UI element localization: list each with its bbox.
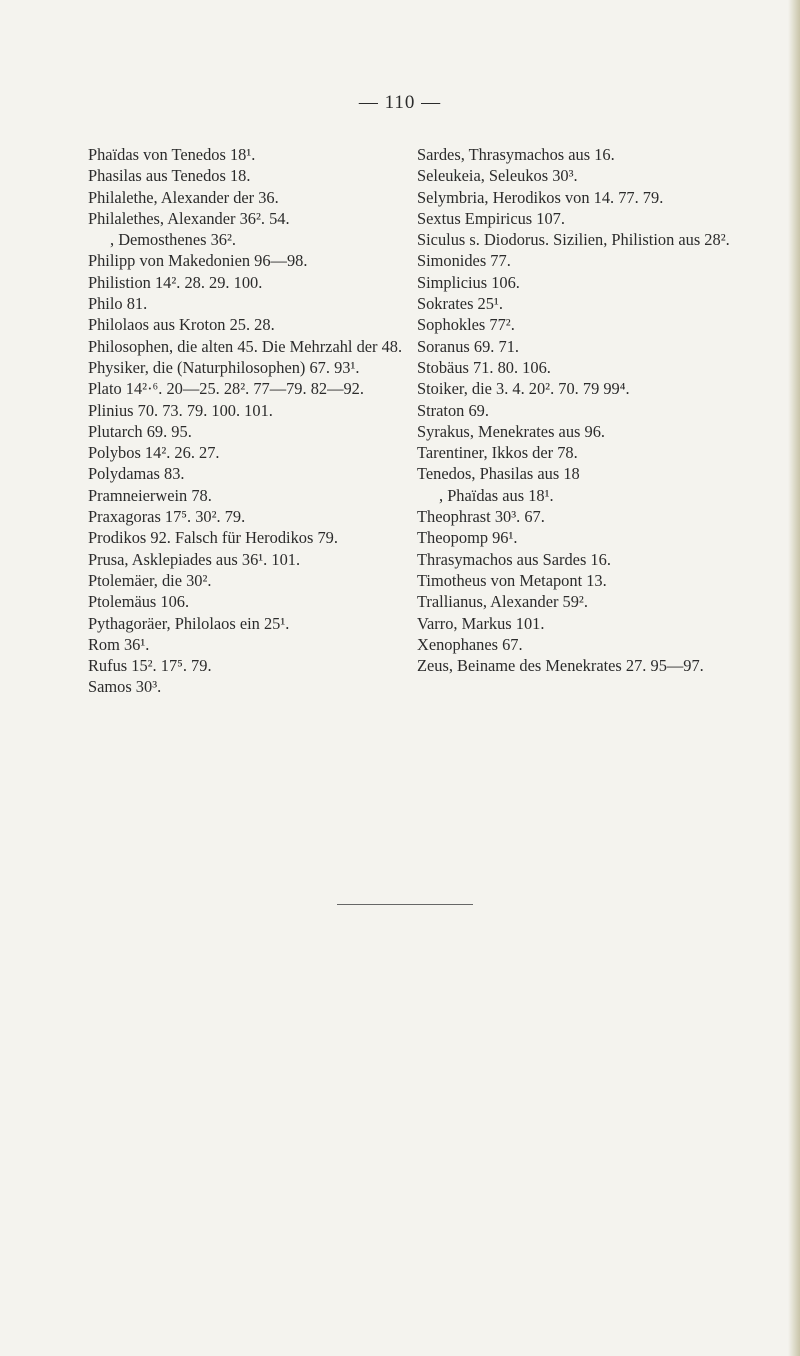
- index-entry: Simonides 77.: [417, 251, 511, 271]
- index-subentry: , Demosthenes 36².: [110, 230, 237, 250]
- index-entry: Ptolemäer, die 30².: [88, 570, 212, 590]
- index-entry: Sokrates 25¹.: [417, 294, 503, 314]
- index-entry: Stoiker, die 3. 4. 20². 70. 79 99⁴.: [417, 379, 630, 399]
- index-entry: Plinius 70. 73. 79. 100. 101.: [88, 400, 273, 420]
- index-entry: Thrasymachos aus Sardes 16.: [417, 549, 611, 569]
- index-entry: Philosophen, die alten 45. Die Mehrzahl der 48.: [88, 336, 403, 356]
- index-entry: Siculus s. Diodorus. Sizilien, Philistion aus 28².: [417, 230, 730, 250]
- index-entry: Varro, Markus 101.: [417, 613, 545, 633]
- index-entry: Philolaos aus Kroton 25. 28.: [88, 315, 275, 335]
- index-entry: Simplicius 106.: [417, 272, 520, 292]
- index-entry: Polybos 14². 26. 27.: [88, 443, 220, 463]
- index-entry: Physiker, die (Naturphilosophen) 67. 93¹.: [88, 357, 360, 377]
- index-entry: Soranus 69. 71.: [417, 336, 519, 356]
- index-entry: Samos 30³.: [88, 677, 162, 697]
- index-entry: Theophrast 30³. 67.: [417, 507, 545, 527]
- index-entry: Syrakus, Menekrates aus 96.: [417, 421, 605, 441]
- index-entry: Pythagoräer, Philolaos ein 25¹.: [88, 613, 290, 633]
- index-entry: Phaïdas von Tenedos 18¹.: [88, 145, 256, 164]
- index-entry: Timotheus von Metapont 13.: [417, 570, 607, 590]
- index-entry: Sextus Empiricus 107.: [417, 208, 565, 228]
- index-subentry: , Phaïdas aus 18¹.: [439, 485, 554, 505]
- index-entry: Philo 81.: [88, 294, 148, 314]
- index-entry: Polydamas 83.: [88, 464, 185, 484]
- index-entry: Rufus 15². 17⁵. 79.: [88, 656, 212, 676]
- index-entry: Zeus, Beiname des Menekrates 27. 95—97.: [417, 656, 704, 676]
- index-column-left: [88, 144, 418, 698]
- index-entry: Seleukeia, Seleukos 30³.: [417, 166, 578, 186]
- index-entry: Ptolemäus 106.: [88, 592, 190, 612]
- index-entry: Trallianus, Alexander 59².: [417, 592, 588, 612]
- index-column-right: [417, 144, 757, 676]
- index-entry: Prusa, Asklepiades aus 36¹. 101.: [88, 549, 301, 569]
- index-entry: Phasilas aus Tenedos 18.: [88, 166, 251, 186]
- index-entry: Stobäus 71. 80. 106.: [417, 357, 551, 377]
- index-entry: Pramneierwein 78.: [88, 485, 212, 505]
- page-number: — 110 —: [358, 92, 442, 113]
- index-entry: Tenedos, Phasilas aus 18: [417, 464, 580, 484]
- index-entry: Tarentiner, Ikkos der 78.: [417, 443, 578, 463]
- index-entry: Philalethes, Alexander 36². 54.: [88, 208, 290, 228]
- index-entry: Sardes, Thrasymachos aus 16.: [417, 145, 615, 164]
- index-entry: Rom 36¹.: [88, 634, 150, 654]
- index-entry: Plutarch 69. 95.: [88, 421, 192, 441]
- index-entry: Straton 69.: [417, 400, 489, 420]
- index-entry: Theopomp 96¹.: [417, 528, 518, 548]
- index-entry: Philalethe, Alexander der 36.: [88, 187, 279, 207]
- page-edge-shadow: [788, 0, 800, 1356]
- index-entry: Plato 14²·⁶. 20—25. 28². 77—79. 82—92.: [88, 379, 364, 399]
- index-entry: Philipp von Makedonien 96—98.: [88, 251, 308, 271]
- index-entry: Philistion 14². 28. 29. 100.: [88, 272, 263, 292]
- index-entry: Selymbria, Herodikos von 14. 77. 79.: [417, 187, 664, 207]
- index-entry: Prodikos 92. Falsch für Herodikos 79.: [88, 528, 338, 548]
- index-entry: Xenophanes 67.: [417, 634, 523, 654]
- index-entry: Sophokles 77².: [417, 315, 515, 335]
- end-rule: [337, 904, 473, 905]
- index-entry: Praxagoras 17⁵. 30². 79.: [88, 507, 246, 527]
